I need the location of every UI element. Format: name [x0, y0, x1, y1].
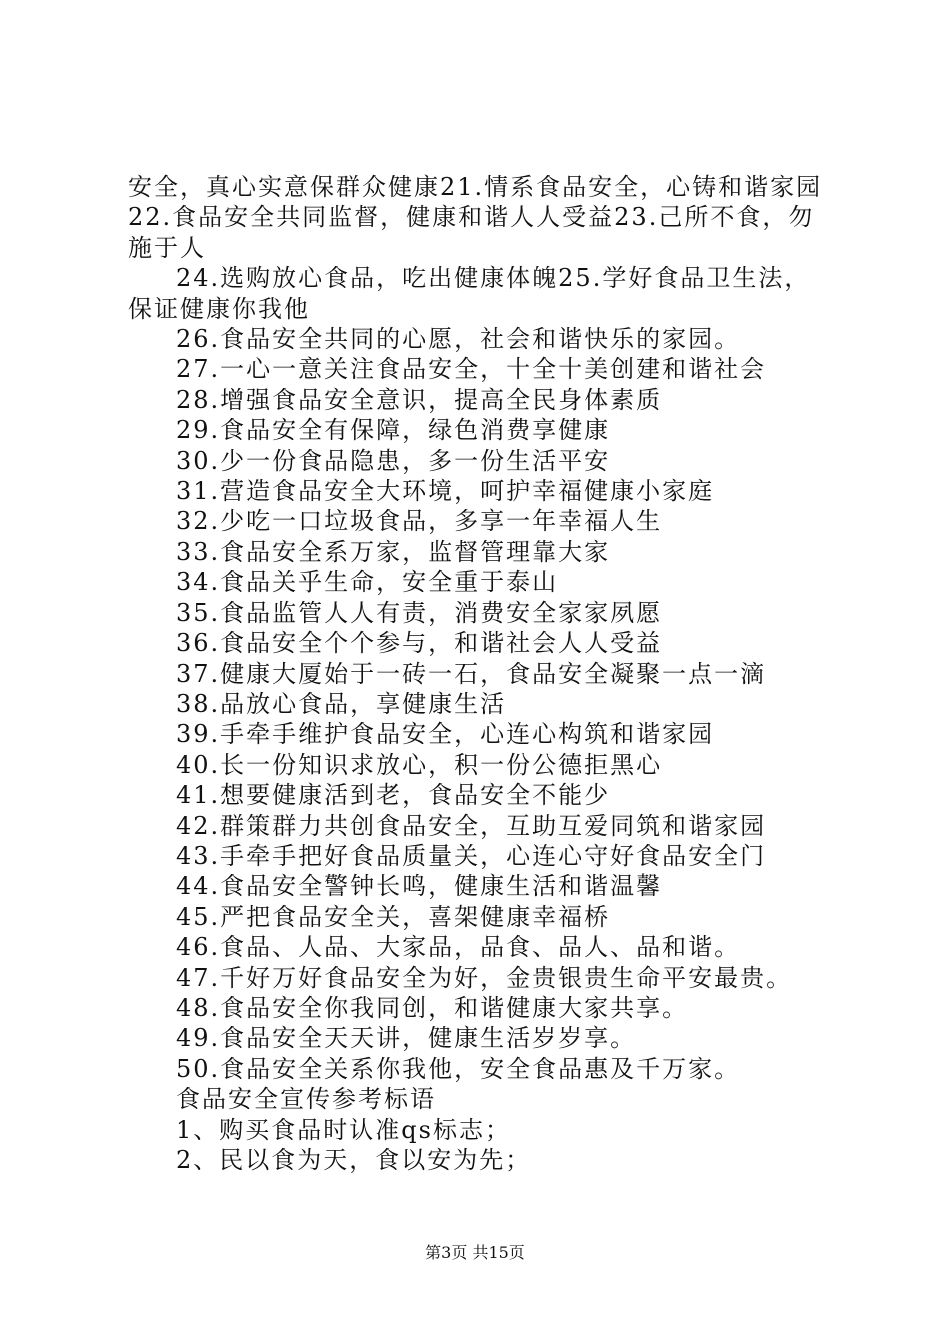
paragraph: 24.选购放心食品，吃出健康体魄25.学好食品卫生法，保证健康你我他	[128, 264, 811, 323]
paragraph: 33.食品安全系万家，监督管理靠大家	[176, 537, 611, 566]
paragraph: 39.手牵手维护食品安全，心连心构筑和谐家园	[176, 720, 715, 749]
paragraph: 30.少一份食品隐患，多一份生活平安	[176, 446, 611, 475]
paragraph: 31.营造食品安全大环境，呵护幸福健康小家庭	[176, 477, 715, 506]
paragraph: 50.食品安全关系你我他，安全食品惠及千万家。	[176, 1054, 741, 1083]
paragraph: 45.严把食品安全关，喜架健康幸福桥	[176, 902, 611, 931]
paragraph: 安全，真心实意保群众健康21.情系食品安全，心铸和谐家园22.食品安全共同监督，健康和谐人人受益23.己所不食，勿施于人	[128, 173, 823, 262]
paragraph: 44.食品安全警钟长鸣，健康生活和谐温馨	[176, 872, 663, 901]
paragraph: 29.食品安全有保障，绿色消费享健康	[176, 416, 611, 445]
paragraph: 26.食品安全共同的心愿，社会和谐快乐的家园。	[176, 325, 741, 354]
page-footer: 第3页 共15页	[425, 1243, 525, 1262]
paragraph: 49.食品安全天天讲，健康生活岁岁享。	[176, 1024, 637, 1053]
paragraph: 37.健康大厦始于一砖一石，食品安全凝聚一点一滴	[176, 659, 767, 688]
paragraph: 40.长一份知识求放心，积一份公德拒黑心	[176, 750, 663, 779]
paragraph: 食品安全宣传参考标语	[176, 1085, 436, 1114]
paragraph: 38.品放心食品，享健康生活	[176, 689, 507, 718]
paragraph: 1、购买食品时认准qs标志；	[176, 1115, 511, 1144]
paragraph: 35.食品监管人人有责，消费安全家家夙愿	[176, 598, 663, 627]
paragraph: 41.想要健康活到老，食品安全不能少	[176, 781, 611, 810]
paragraph: 42.群策群力共创食品安全，互助互爱同筑和谐家园	[176, 811, 767, 840]
paragraph: 34.食品关乎生命，安全重于泰山	[176, 568, 559, 597]
paragraph: 28.增强食品安全意识，提高全民身体素质	[176, 385, 663, 414]
paragraph: 48.食品安全你我同创，和谐健康大家共享。	[176, 993, 689, 1022]
paragraph: 32.少吃一口垃圾食品，多享一年幸福人生	[176, 507, 663, 536]
paragraph: 47.千好万好食品安全为好，金贵银贵生命平安最贵。	[176, 963, 793, 992]
paragraph: 36.食品安全个个参与，和谐社会人人受益	[176, 629, 663, 658]
paragraph: 43.手牵手把好食品质量关，心连心守好食品安全门	[176, 841, 767, 870]
paragraph: 46.食品、人品、大家品，品食、品人、品和谐。	[176, 933, 741, 962]
paragraph: 27.一心一意关注食品安全，十全十美创建和谐社会	[176, 355, 767, 384]
document-body	[128, 172, 832, 1175]
paragraph: 2、民以食为天，食以安为先；	[176, 1146, 532, 1174]
